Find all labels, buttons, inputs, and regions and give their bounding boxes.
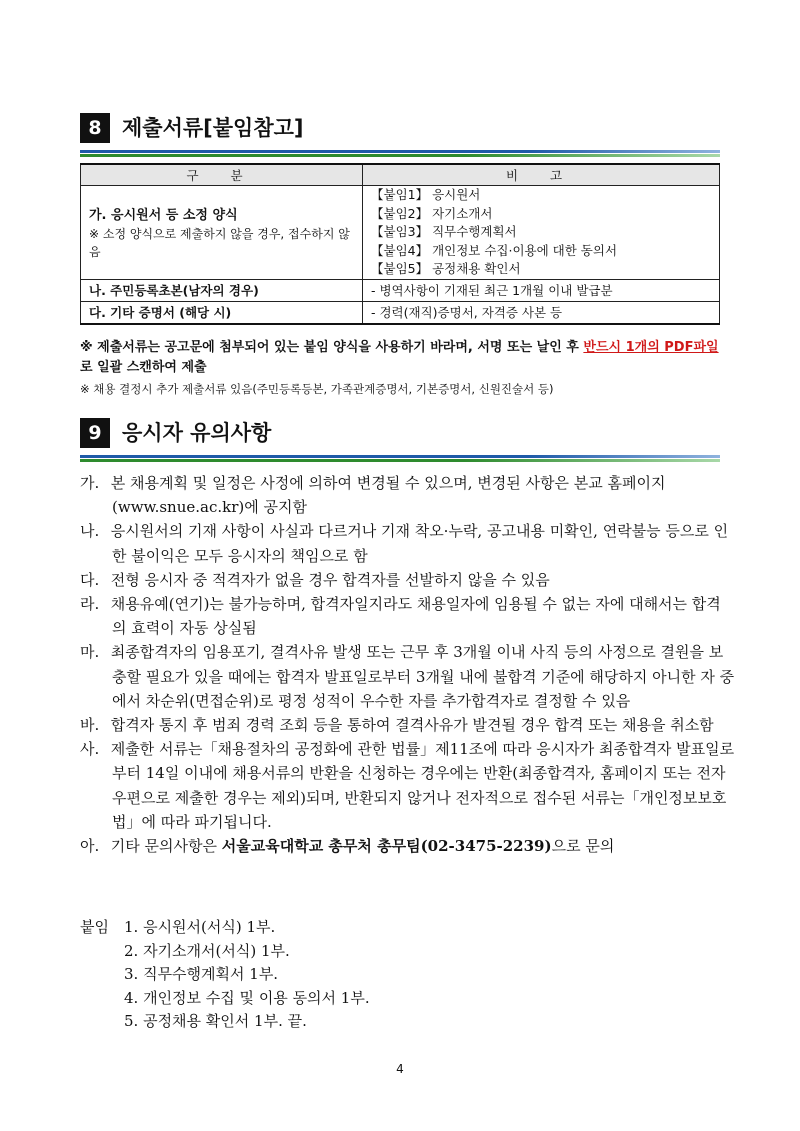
- attachment-line: 【붙임3】 직무수행계획서: [371, 224, 517, 239]
- attachment-item: 3. 직무수행계획서 1부.: [124, 965, 279, 983]
- section-8-title: 제출서류[붙임참고]: [122, 116, 304, 140]
- item-label: 사.: [80, 740, 100, 759]
- table-cell-attachments: [363, 186, 720, 280]
- page-number: 4: [396, 1062, 404, 1076]
- item-text: 전형 응시자 중 적격자가 없을 경우 합격자를 선발하지 않을 수 있음: [110, 570, 550, 589]
- list-item: [80, 592, 735, 640]
- item-label: 라.: [80, 595, 100, 614]
- table-header-category: 구 분: [81, 164, 363, 186]
- attachments-block: [80, 916, 370, 1034]
- attachments-header: 붙임: [80, 918, 109, 936]
- category-title: 가. 응시원서 등 소정 양식: [89, 207, 238, 223]
- item-text: 제출한 서류는「채용절차의 공정화에 관한 법률」제11조에 따라 응시자가 최종합격자 발표일로부터 14일 이내에 채용서류의 반환을 신청하는 경우에는 반환(최종합격자, 홈페이지 또는 전자우편으로 제출한 경우는 제외)되며, 반환되지 않거나 전자적으로 접수된 서류는「개인정보보호법」에 따라 파기됩니다.: [110, 740, 735, 831]
- attachments-list: [80, 916, 370, 1034]
- table-cell-category: 다. 기타 증명서 (해당 시): [81, 301, 363, 324]
- additional-documents-note: ※ 채용 결정시 추가 제출서류 있음(주민등록등본, 가족관계증명서, 기본증명서, 신원진술서 등): [80, 382, 554, 396]
- item-text: 기타 문의사항은: [110, 837, 222, 856]
- table-row: [81, 301, 720, 324]
- item-label: 바.: [80, 716, 100, 735]
- item-text: 합격자 통지 후 범죄 경력 조회 등을 통하여 결격사유가 발견될 경우 합격 또는 채용을 취소함: [110, 716, 714, 735]
- list-item: [80, 519, 735, 567]
- category-note: ※ 소정 양식으로 제출하지 않을 경우, 접수하지 않음: [89, 226, 350, 259]
- list-item: [80, 713, 735, 737]
- section-9-number: 9: [80, 418, 110, 448]
- list-item: [80, 471, 735, 519]
- section-8-number: 8: [80, 113, 110, 143]
- applicant-notice-list: [80, 471, 735, 858]
- submission-note-highlight: 반드시 1개의 PDF파일: [583, 340, 719, 355]
- item-text-end: 으로 문의: [551, 837, 615, 856]
- table-row: [81, 186, 720, 280]
- attachment-line: 【붙임2】 자기소개서: [371, 205, 493, 221]
- item-label: 가.: [80, 474, 100, 492]
- attachment-line: 【붙임5】 공정채용 확인서: [371, 261, 521, 276]
- section-rule-blue: [80, 455, 720, 458]
- contact-info: 서울교육대학교 총무처 총무팀(02-3475-2239): [221, 837, 552, 856]
- submission-note: [80, 338, 730, 378]
- table-row: [81, 279, 720, 301]
- documents-table: [80, 163, 720, 325]
- list-item: [80, 568, 735, 592]
- attachment-line: 【붙임4】 개인정보 수집·이용에 대한 동의서: [371, 242, 618, 258]
- table-cell-remark: - 병역사항이 기재된 최근 1개월 이내 발급분: [363, 279, 720, 301]
- item-label: 아.: [80, 837, 100, 856]
- item-text: 응시원서의 기재 사항이 사실과 다르거나 기재 착오·누락, 공고내용 미확인, 연락불능 등으로 인한 불이익은 모두 응시자의 책임으로 함: [110, 522, 729, 565]
- item-label: 나.: [80, 522, 100, 541]
- table-cell-category: 나. 주민등록초본(남자의 경우): [81, 279, 363, 301]
- submission-note-text-end: 로 일괄 스캔하여 제출: [80, 360, 207, 375]
- attachment-line: 【붙임1】 응시원서: [371, 187, 481, 202]
- item-text: 본 채용계획 및 일정은 사정에 의하여 변경될 수 있으며, 변경된 사항은 본교 홈페이지(www.snue.ac.kr)에 공지함: [110, 474, 666, 517]
- attachment-item: 1. 응시원서(서식) 1부.: [124, 918, 276, 936]
- list-item: [80, 737, 735, 834]
- item-text: 최종합격자의 임용포기, 결격사유 발생 또는 근무 후 3개월 이내 사직 등의 사정으로 결원을 보충할 필요가 있을 때에는 합격자 발표일로부터 3개월 내에 불합격 기준에 해당하지 아니한 자 중에서 차순위(면접순위)로 평정 성적이 우수한 자를 추가합격자로 결정할 수 있음: [110, 643, 735, 710]
- attachment-item: 4. 개인정보 수집 및 이용 동의서 1부.: [124, 988, 370, 1007]
- attachment-item: 2. 자기소개서(서식) 1부.: [124, 941, 290, 960]
- section-rule-green: [80, 459, 720, 462]
- item-text: 채용유예(연기)는 불가능하며, 합격자일지라도 채용일자에 임용될 수 없는 자에 대해서는 합격의 효력이 자동 상실됨: [110, 595, 721, 638]
- list-item: [80, 834, 735, 858]
- item-label: 마.: [80, 643, 100, 662]
- section-rule-green: [80, 154, 720, 157]
- submission-note-text: ※ 제출서류는 공고문에 첨부되어 있는 붙임 양식을 사용하기 바라며, 서명 또는 날인 후: [80, 340, 584, 355]
- table-cell-remark: - 경력(재직)증명서, 자격증 사본 등: [363, 301, 720, 324]
- item-label: 다.: [80, 570, 100, 589]
- table-cell-category: [81, 186, 363, 280]
- section-9-title: 응시자 유의사항: [122, 421, 272, 445]
- table-header-row: [81, 164, 720, 186]
- attachment-item: 5. 공정채용 확인서 1부. 끝.: [124, 1012, 307, 1030]
- section-rule-blue: [80, 150, 720, 153]
- list-item: [80, 640, 735, 713]
- table-header-remark: 비 고: [363, 164, 720, 186]
